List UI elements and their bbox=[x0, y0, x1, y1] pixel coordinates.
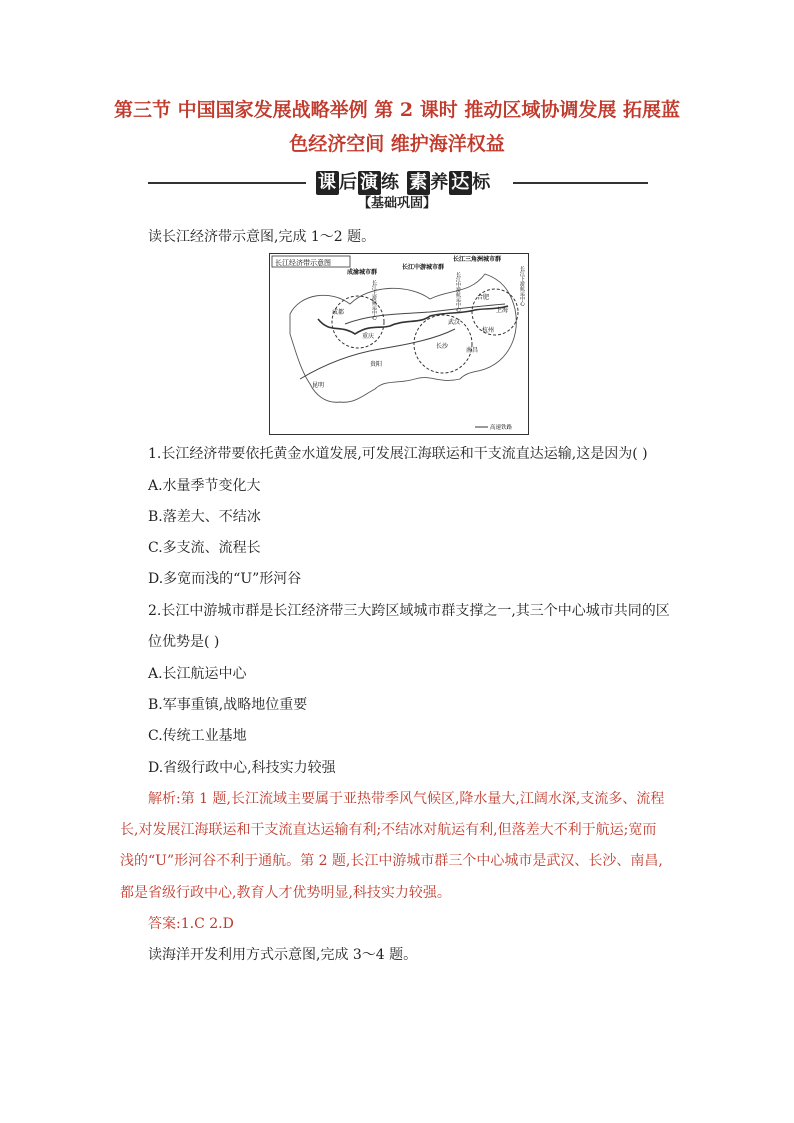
city-chengdu: 成都 bbox=[332, 309, 345, 316]
label-sanjiao: 长江三角洲城市群 bbox=[453, 256, 502, 263]
q2-option-a: A.长江航运中心 bbox=[148, 666, 247, 682]
banner-left-rule bbox=[148, 182, 306, 184]
intro-2: 读海洋开发利用方式示意图,完成 3～4 题。 bbox=[148, 947, 418, 963]
map-figure bbox=[270, 254, 528, 434]
section-heading: 【基础巩固】 bbox=[357, 196, 436, 211]
axis-sanjiao: 长江下游航运中心 bbox=[519, 266, 525, 306]
q1-option-d: D.多宽而浅的“U”形河谷 bbox=[148, 571, 302, 587]
banner-text: 课 后 演 练 素 养 达 标 bbox=[318, 172, 492, 193]
city-hangzhou: 杭州 bbox=[482, 327, 495, 334]
map-title: 长江经济带示意图 bbox=[275, 259, 331, 267]
page-title-line1: 第三节 中国国家发展战略举例 第 2 课时 推动区域协调发展 拓展蓝 bbox=[114, 99, 680, 121]
answer: 答案:1.C 2.D bbox=[148, 916, 234, 932]
analysis-line-1: 解析:第 1 题,长江流域主要属于亚热带季风气候区,降水量大,江阔水深,支流多、流程 bbox=[148, 791, 665, 807]
city-hefei: 合肥 bbox=[477, 294, 490, 301]
q2-option-c: C.传统工业基地 bbox=[148, 728, 247, 744]
q2-stem-2: 位优势是( ) bbox=[148, 634, 220, 650]
q2-option-d: D.省级行政中心,科技实力较强 bbox=[148, 760, 336, 776]
q2-option-b: B.军事重镇,战略地位重要 bbox=[148, 697, 308, 713]
axis-chengyu: 长江上游航运中心 bbox=[371, 280, 377, 320]
q1-option-c: C.多支流、流程长 bbox=[148, 540, 261, 556]
city-wuhan: 武汉 bbox=[448, 319, 461, 326]
page-title-line2: 色经济空间 维护海洋权益 bbox=[289, 133, 505, 155]
city-changsha: 长沙 bbox=[436, 343, 449, 350]
city-shanghai: 上海 bbox=[496, 307, 509, 314]
q2-stem-1: 2.长江中游城市群是长江经济带三大跨区域城市群支撑之一,其三个中心城市共同的区 bbox=[148, 603, 670, 619]
q1-stem: 1.长江经济带要依托黄金水道发展,可发展江海联运和干支流直达运输,这是因为( ) bbox=[148, 446, 648, 462]
banner-right-rule bbox=[513, 182, 648, 184]
city-chongqing: 重庆 bbox=[362, 333, 375, 340]
city-kunming: 昆明 bbox=[312, 382, 325, 389]
analysis-line-3: 浅的“U”形河谷不利于通航。第 2 题,长江中游城市群三个中心城市是武汉、长沙、南昌, bbox=[120, 853, 663, 869]
q1-option-b: B.落差大、不结冰 bbox=[148, 509, 261, 525]
label-zhongyou: 长江中游城市群 bbox=[402, 264, 445, 271]
label-chengyu: 成渝城市群 bbox=[347, 269, 378, 276]
legend-label: 高速铁路 bbox=[490, 425, 513, 431]
city-nanchang: 南昌 bbox=[466, 347, 479, 354]
yangtze-economic-belt-map bbox=[269, 253, 529, 435]
q1-option-a: A.水量季节变化大 bbox=[148, 478, 261, 494]
intro-1: 读长江经济带示意图,完成 1～2 题。 bbox=[148, 229, 376, 245]
city-guiyang: 贵阳 bbox=[370, 361, 383, 368]
axis-zhongyou: 长江中游航运中心 bbox=[455, 272, 461, 312]
analysis-line-2: 长,对发展江海联运和干支流直达运输有利;不结冰对航运有利,但落差大不利于航运;宽而 bbox=[120, 822, 657, 838]
analysis-line-4: 都是省级行政中心,教育人才优势明显,科技实力较强。 bbox=[120, 885, 451, 901]
